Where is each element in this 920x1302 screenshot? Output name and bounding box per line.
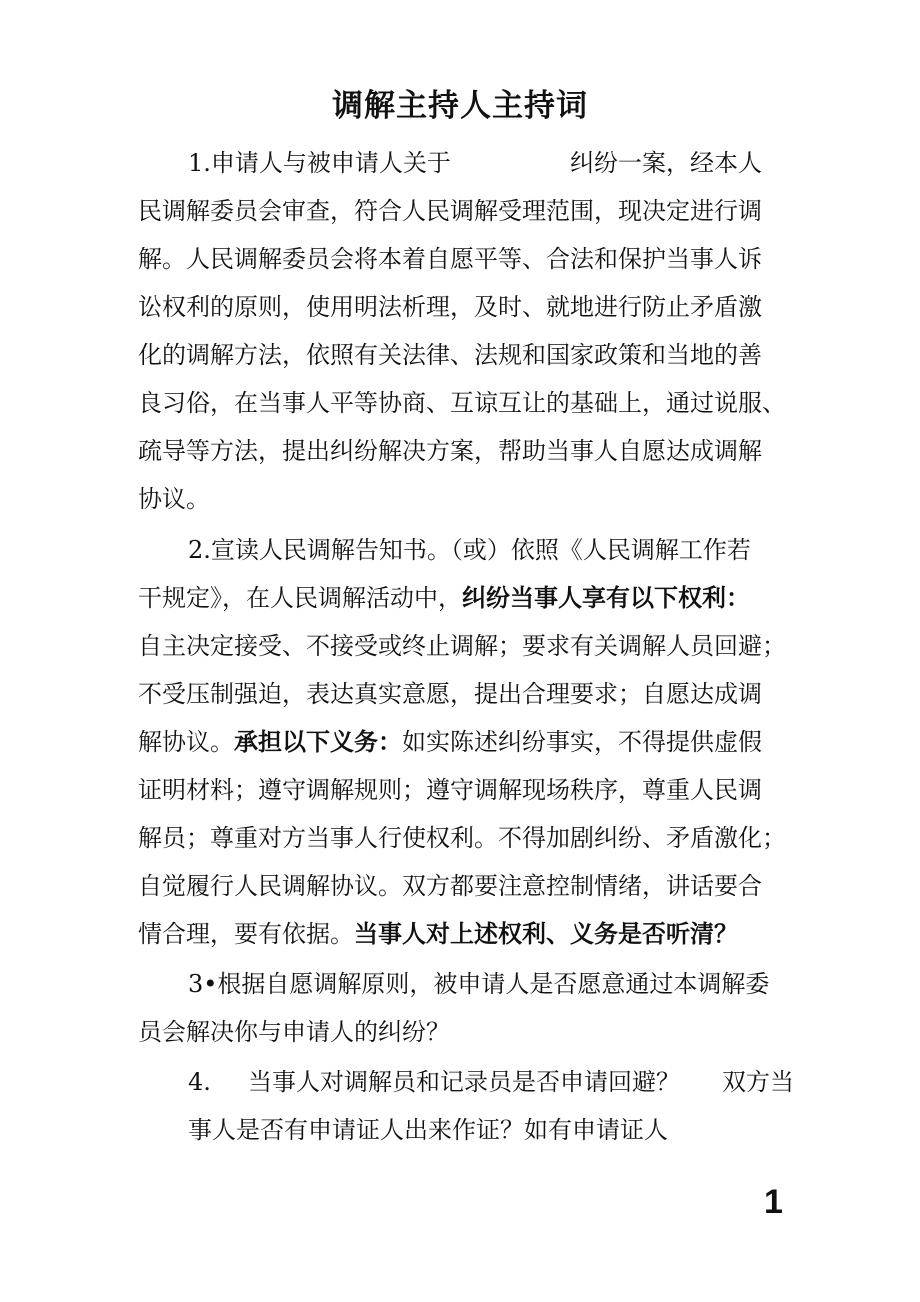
p2-line-5 — [138, 726, 762, 758]
p4-line-1b: 双方当 — [722, 1068, 794, 1096]
p1-line-2: 民调解委员会审查，符合人民调解受理范围，现决定进行调 — [138, 197, 762, 225]
confirmation-question: 当事人对上述权利、义务是否听清？ — [354, 920, 738, 948]
p2-line-9a: 情合理，要有依据。 — [138, 920, 354, 948]
p4-number: 4. — [188, 1068, 211, 1096]
rights-heading: 纠纷当事人享有以下权利： — [462, 584, 750, 612]
p2-line-4: 不受压制强迫，表达真实意愿，提出合理要求；自愿达成调 — [138, 680, 762, 708]
p2-line-5c: 如实陈述纠纷事实，不得提供虚假 — [402, 728, 762, 756]
p4-line-1a: 当事人对调解员和记录员是否申请回避？ — [248, 1068, 680, 1096]
p2-line-8: 自觉履行人民调解协议。双方都要注意控制情绪，讲话要合 — [138, 872, 762, 900]
p1-line-4: 讼权利的原则，使用明法析理，及时、就地进行防止矛盾激 — [138, 293, 762, 321]
p1-line-6: 良习俗，在当事人平等协商、互谅互让的基础上，通过说服、 — [138, 389, 786, 417]
p2-line-1: 2.宣读人民调解告知书。（或）依照《人民调解工作若 — [188, 536, 751, 564]
p1-line-1a: 1.申请人与被申请人关于 — [188, 149, 451, 177]
p2-line-2a: 干规定》，在人民调解活动中， — [138, 584, 462, 612]
p1-line-5: 化的调解方法，依照有关法律、法规和国家政策和当地的善 — [138, 341, 762, 369]
p2-line-2 — [138, 582, 750, 614]
p1-line-1b: 纠纷一案，经本人 — [570, 149, 762, 177]
p2-line-5a: 解协议。 — [138, 728, 234, 756]
p2-line-7: 解员；尊重对方当事人行使权利。不得加剧纠纷、矛盾激化； — [138, 824, 786, 852]
p1-line-3: 解。人民调解委员会将本着自愿平等、合法和保护当事人诉 — [138, 245, 762, 273]
document-title: 调解主持人主持词 — [332, 88, 588, 124]
page-number: 1 — [764, 1183, 783, 1221]
p2-line-3: 自主决定接受、不接受或终止调解；要求有关调解人员回避； — [138, 632, 786, 660]
obligations-heading: 承担以下义务： — [234, 728, 402, 756]
p1-line-8: 协议。 — [138, 485, 210, 513]
p3-line-2: 员会解决你与申请人的纠纷？ — [138, 1018, 450, 1046]
p1-line-7: 疏导等方法，提出纠纷解决方案，帮助当事人自愿达成调解 — [138, 437, 762, 465]
p4-line-2: 事人是否有申请证人出来作证？如有申请证人 — [188, 1116, 668, 1144]
p2-line-9 — [138, 918, 738, 950]
p3-line-1: 3•根据自愿调解原则，被申请人是否愿意通过本调解委 — [188, 970, 770, 998]
p2-line-6: 证明材料；遵守调解规则；遵守调解现场秩序，尊重人民调 — [138, 776, 762, 804]
